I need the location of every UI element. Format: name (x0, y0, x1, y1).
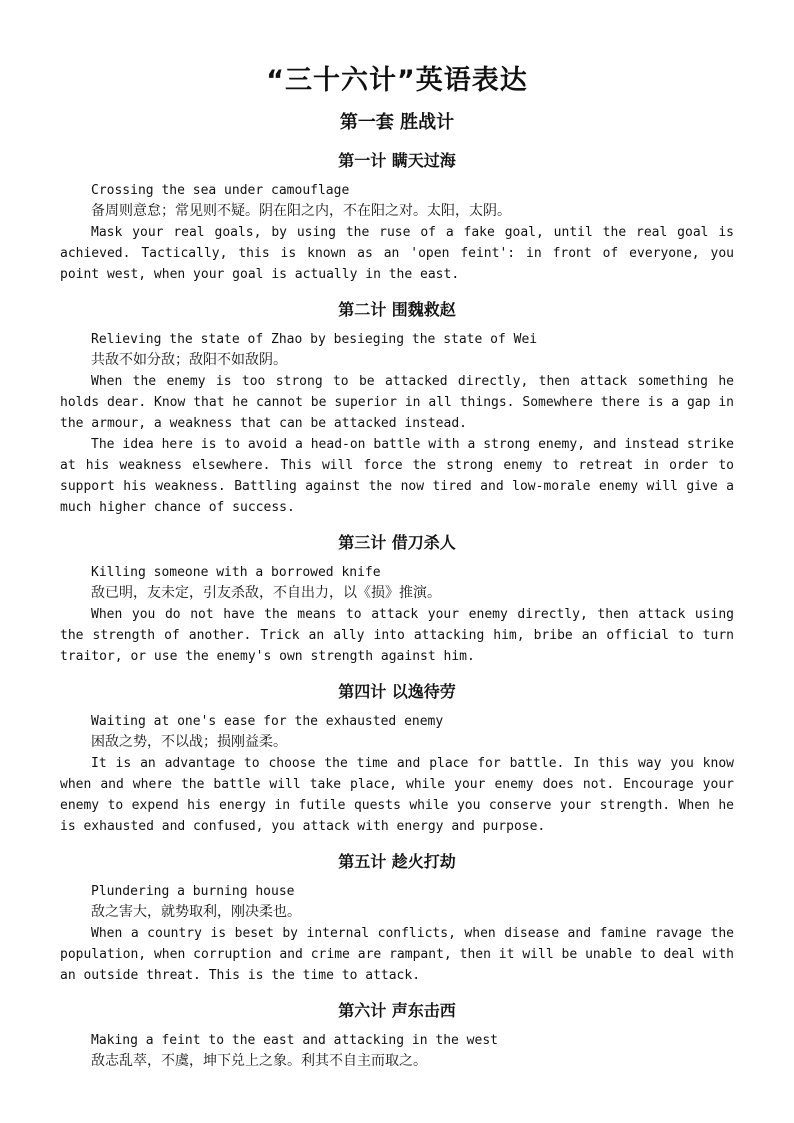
strategy-chinese-text: 备周则意怠；常见则不疑。阴在阳之内，不在阳之对。太阳，太阴。 (91, 203, 511, 219)
strategy-1 (60, 148, 734, 285)
strategy-english-name: Waiting at one's ease for the exhausted enemy (91, 714, 444, 729)
strategy-4 (60, 679, 734, 837)
strategy-paragraph: When you do not have the means to attack your enemy directly, then attack using the strength of another. Trick an ally into attacking him, bribe an official to turn traitor, or use the enemy's own strength against him. (60, 607, 734, 664)
set-title: 第一套 胜战计 (339, 112, 455, 133)
strategy-paragraph: The idea here is to avoid a head-on battle with a strong enemy, and instead strike at his weakness elsewhere. This will force the strong enemy to retreat in order to support his weakness. Battling against the now tired and low-morale enemy will give a much higher chance of success. (60, 437, 734, 515)
strategy-chinese-text: 敌之害大，就势取利，刚决柔也。 (91, 904, 301, 920)
strategy-chinese-text: 困敌之势，不以战；损刚益柔。 (91, 734, 287, 750)
strategy-paragraph: When a country is beset by internal conflicts, when disease and famine ravage the population, when corruption and crime are rampant, then it will be unable to deal with an outside threat. This is the time to attack. (60, 926, 734, 983)
strategy-5 (60, 849, 734, 986)
strategy-title: 第五计 趁火打劫 (338, 852, 456, 871)
strategy-title: 第一计 瞒天过海 (338, 151, 456, 170)
strategy-chinese-text: 敌已明，友未定，引友杀敌，不自出力，以《损》推演。 (91, 585, 441, 601)
strategy-6 (60, 998, 734, 1072)
strategy-title: 第二计 围魏救赵 (338, 300, 456, 319)
document-title: “三十六计”英语表达 (266, 65, 528, 96)
strategy-paragraph: It is an advantage to choose the time and place for battle. In this way you know when and where the battle will take place, while your enemy does not. Encourage your enemy to expend his energy in futile quests while you conserve your strength. When he is exhausted and confused, you attack with energy and purpose. (60, 756, 734, 834)
strategy-3 (60, 530, 734, 667)
strategy-english-name: Killing someone with a borrowed knife (91, 565, 381, 580)
strategy-chinese-text: 共敌不如分敌；敌阳不如敌阴。 (91, 352, 287, 368)
strategy-title: 第三计 借刀杀人 (338, 533, 456, 552)
strategy-paragraph: Mask your real goals, by using the ruse of a fake goal, until the real goal is achieved. Tactically, this is known as an 'open feint': in front of everyone, you point west, when your goal is actually in the east. (60, 225, 734, 282)
strategy-title: 第六计 声东击西 (338, 1001, 456, 1020)
strategy-english-name: Crossing the sea under camouflage (91, 183, 350, 198)
strategy-english-name: Making a feint to the east and attacking in the west (91, 1033, 498, 1048)
document-page (60, 62, 734, 1072)
strategy-english-name: Plundering a burning house (91, 884, 295, 899)
strategy-paragraph: When the enemy is too strong to be attacked directly, then attack something he holds dear. Know that he cannot be superior in all things. Somewhere there is a gap in the armour, a weakness that can be attacked instead. (60, 374, 734, 431)
strategy-title: 第四计 以逸待劳 (338, 682, 456, 701)
strategy-2 (60, 297, 734, 518)
strategy-chinese-text: 敌志乱萃，不虞，坤下兑上之象。利其不自主而取之。 (91, 1053, 427, 1069)
strategy-english-name: Relieving the state of Zhao by besieging the state of Wei (91, 332, 538, 347)
